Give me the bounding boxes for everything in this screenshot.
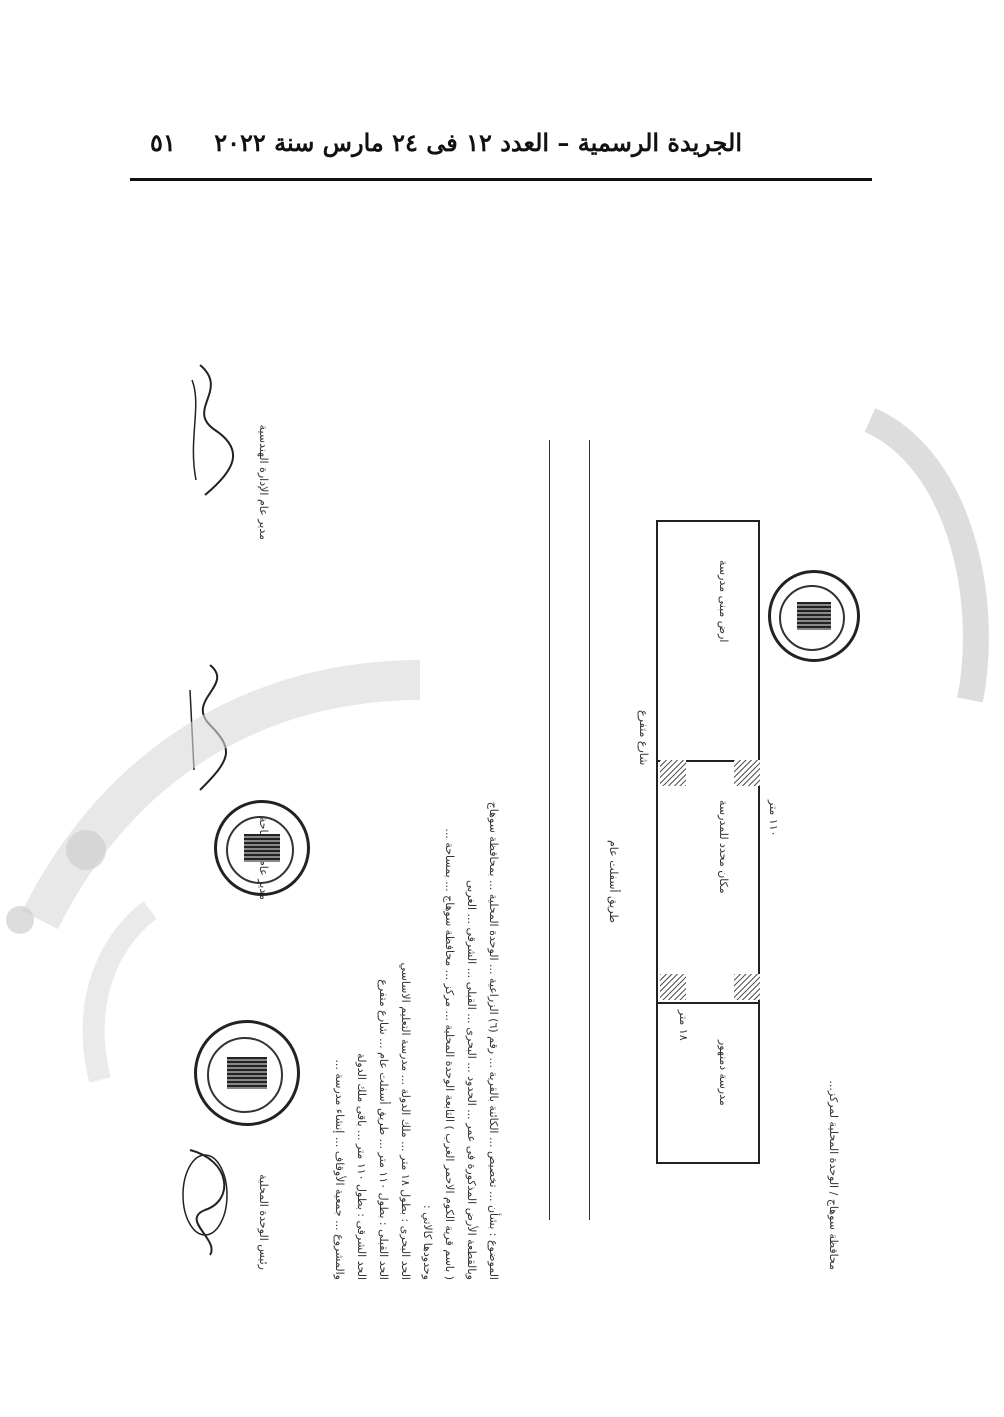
handwritten-signature: [170, 1140, 240, 1260]
gazette-title: الجريدة الرسمية – العدد ١٢ فى ٢٤ مارس سنة ٢٠٢٢: [214, 128, 742, 157]
signatory-1: رئيس الوحدة المحلية: [257, 1174, 270, 1270]
body-line-2: وبالقطعة الأرض المذكورة فى عمر ... الحدود ... البحرى ... القبلى ... الشرقى ... الغربى: [465, 880, 478, 1280]
header-rule: [130, 178, 872, 181]
plot-right-label: مدرسة دمنهور: [717, 1040, 730, 1106]
body-line-5: الحد البحرى : بطول ١٨ متر ... ملك الدولة ... مدرسة التعليم الاساسي: [399, 962, 412, 1280]
issuing-authority: محافظة سوهاج / الوحدة المحلية لمركز...: [827, 1080, 840, 1270]
body-line-3: ( باسم قرية الكوم الاحمر الغرب ) التابعة الوحدة المحلية ... مركز ... محافظة سوهاج ... بمساحة ...: [443, 828, 456, 1280]
signatory-3: مدير عام الإدارة الهندسية: [257, 424, 270, 540]
body-line-7: الحد الشرقى : بطول ١١٠ متر ... باقى ملك الدولة: [355, 1053, 368, 1280]
body-line-6: الحد القبلى : بطول ١١٠ متر ... طريق أسفلت عام ... شارع متفرع: [377, 979, 390, 1280]
dimension-length: ١١٠ متر: [767, 800, 780, 837]
plot-title: مكان محدد للمدرسة: [717, 800, 730, 894]
body-line-4: وحدودها كالاتي :: [421, 1204, 434, 1280]
body-line-1: الموضوع : بشأن ... تخصيص ... الكائنة بالقرية ... رقم (٦) الزراعية ... الوحدة المحلية ... بمحافظة سوهاج: [487, 801, 500, 1280]
plot-left-label: ارض مبنى مدرسة: [717, 560, 730, 643]
watermark-graphic: [0, 380, 1004, 1140]
dimension-width: ١٨ متر: [677, 1010, 690, 1041]
page-header: [130, 128, 872, 168]
page-number: ٥١: [150, 128, 176, 157]
street-label: شارع متفرع: [637, 710, 650, 766]
road-label: طريق أسفلت عام: [607, 840, 620, 924]
body-line-8: والمشروع ... جمعية الأوقاف ... إنشاء مدرسة ...: [333, 1059, 346, 1280]
